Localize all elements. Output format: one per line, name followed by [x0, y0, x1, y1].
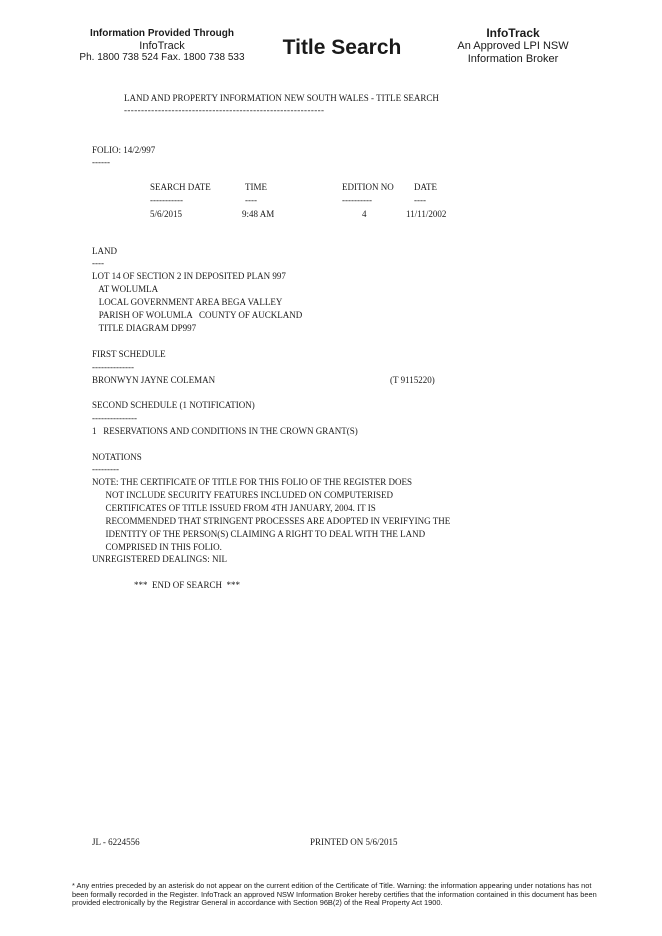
registered-owner: BRONWYN JAYNE COLEMAN	[92, 375, 216, 385]
provider-line: Information Provided Through	[90, 28, 234, 39]
second-schedule-label: SECOND SCHEDULE (1 NOTIFICATION)	[92, 400, 255, 410]
folio-rule: ------	[92, 157, 110, 167]
provider-contact: Ph. 1800 738 524 Fax. 1800 738 533	[79, 52, 245, 63]
footer-reference: JL - 6224556	[92, 837, 140, 847]
rule-search-date: -----------	[150, 195, 183, 205]
first-schedule-label: FIRST SCHEDULE	[92, 349, 166, 359]
land-line: LOT 14 OF SECTION 2 IN DEPOSITED PLAN 997	[92, 271, 286, 281]
second-schedule-rule: ---------------	[92, 413, 137, 423]
land-rule: ----	[92, 258, 104, 268]
land-line: TITLE DIAGRAM DP997	[92, 323, 197, 333]
notations-rule: ---------	[92, 464, 119, 474]
first-schedule-rule: --------------	[92, 362, 134, 372]
unregistered-dealings: UNREGISTERED DEALINGS: NIL	[92, 554, 227, 564]
broker-role: Information Broker	[467, 53, 559, 65]
footer-printed-date: PRINTED ON 5/6/2015	[310, 837, 398, 847]
land-line: LOCAL GOVERNMENT AREA BEGA VALLEY	[92, 297, 283, 307]
rule-time: ----	[245, 195, 257, 205]
document-heading: LAND AND PROPERTY INFORMATION NEW SOUTH WALES - TITLE SEARCH	[124, 93, 439, 103]
notation-line: CERTIFICATES OF TITLE ISSUED FROM 4TH JANUARY, 2004. IT IS	[92, 503, 376, 513]
second-schedule-item: 1 RESERVATIONS AND CONDITIONS IN THE CROWN GRANT(S)	[92, 426, 358, 436]
footnote: * Any entries preceded by an asterisk do not appear on the current edition of the Certificate of Title. Warning: the information appearing under notations has not been formally recorded in the Register. InfoTrack an approved NSW Information Broker hereby certifies that the information contained in this document has been provided electronically by the Registrar General in accordance with Section 96B(2) of the Real Property Act 1900.	[72, 881, 597, 908]
provider-name: InfoTrack	[139, 40, 185, 52]
header-search-date: SEARCH DATE	[150, 182, 211, 192]
cell-date: 11/11/2002	[406, 209, 447, 219]
provider-block	[72, 28, 252, 64]
land-line: PARISH OF WOLUMLA COUNTY OF AUCKLAND	[92, 310, 303, 320]
notations-label: NOTATIONS	[92, 452, 142, 462]
notation-line: RECOMMENDED THAT STRINGENT PROCESSES ARE ADOPTED IN VERIFYING THE	[92, 516, 451, 526]
notation-line: NOT INCLUDE SECURITY FEATURES INCLUDED ON COMPUTERISED	[92, 490, 394, 500]
land-label: LAND	[92, 246, 117, 256]
header-edition-no: EDITION NO	[342, 182, 394, 192]
cell-edition-no: 4	[362, 209, 367, 219]
cell-time: 9:48 AM	[242, 209, 275, 219]
notation-line: NOTE: THE CERTIFICATE OF TITLE FOR THIS FOLIO OF THE REGISTER DOES	[92, 477, 413, 487]
broker-approval: An Approved LPI NSW	[457, 40, 569, 52]
broker-name: InfoTrack	[486, 26, 540, 40]
page-title: Title Search	[282, 36, 402, 59]
cell-search-date: 5/6/2015	[150, 209, 183, 219]
notation-line: IDENTITY OF THE PERSON(S) CLAIMING A RIGHT TO DEAL WITH THE LAND	[92, 529, 426, 539]
header-date: DATE	[414, 182, 437, 192]
rule-edition-no: ----------	[342, 195, 372, 205]
folio-id: FOLIO: 14/2/997	[92, 145, 156, 155]
rule-date: ----	[414, 195, 426, 205]
broker-block	[440, 27, 586, 66]
land-line: AT WOLUMLA	[92, 284, 159, 294]
header-time: TIME	[245, 182, 267, 192]
notation-line: COMPRISED IN THIS FOLIO.	[92, 542, 222, 552]
owner-reference: (T 9115220)	[390, 375, 435, 385]
end-of-search: *** END OF SEARCH ***	[134, 580, 241, 590]
heading-rule: -----------------------------------------------------------	[124, 105, 325, 115]
